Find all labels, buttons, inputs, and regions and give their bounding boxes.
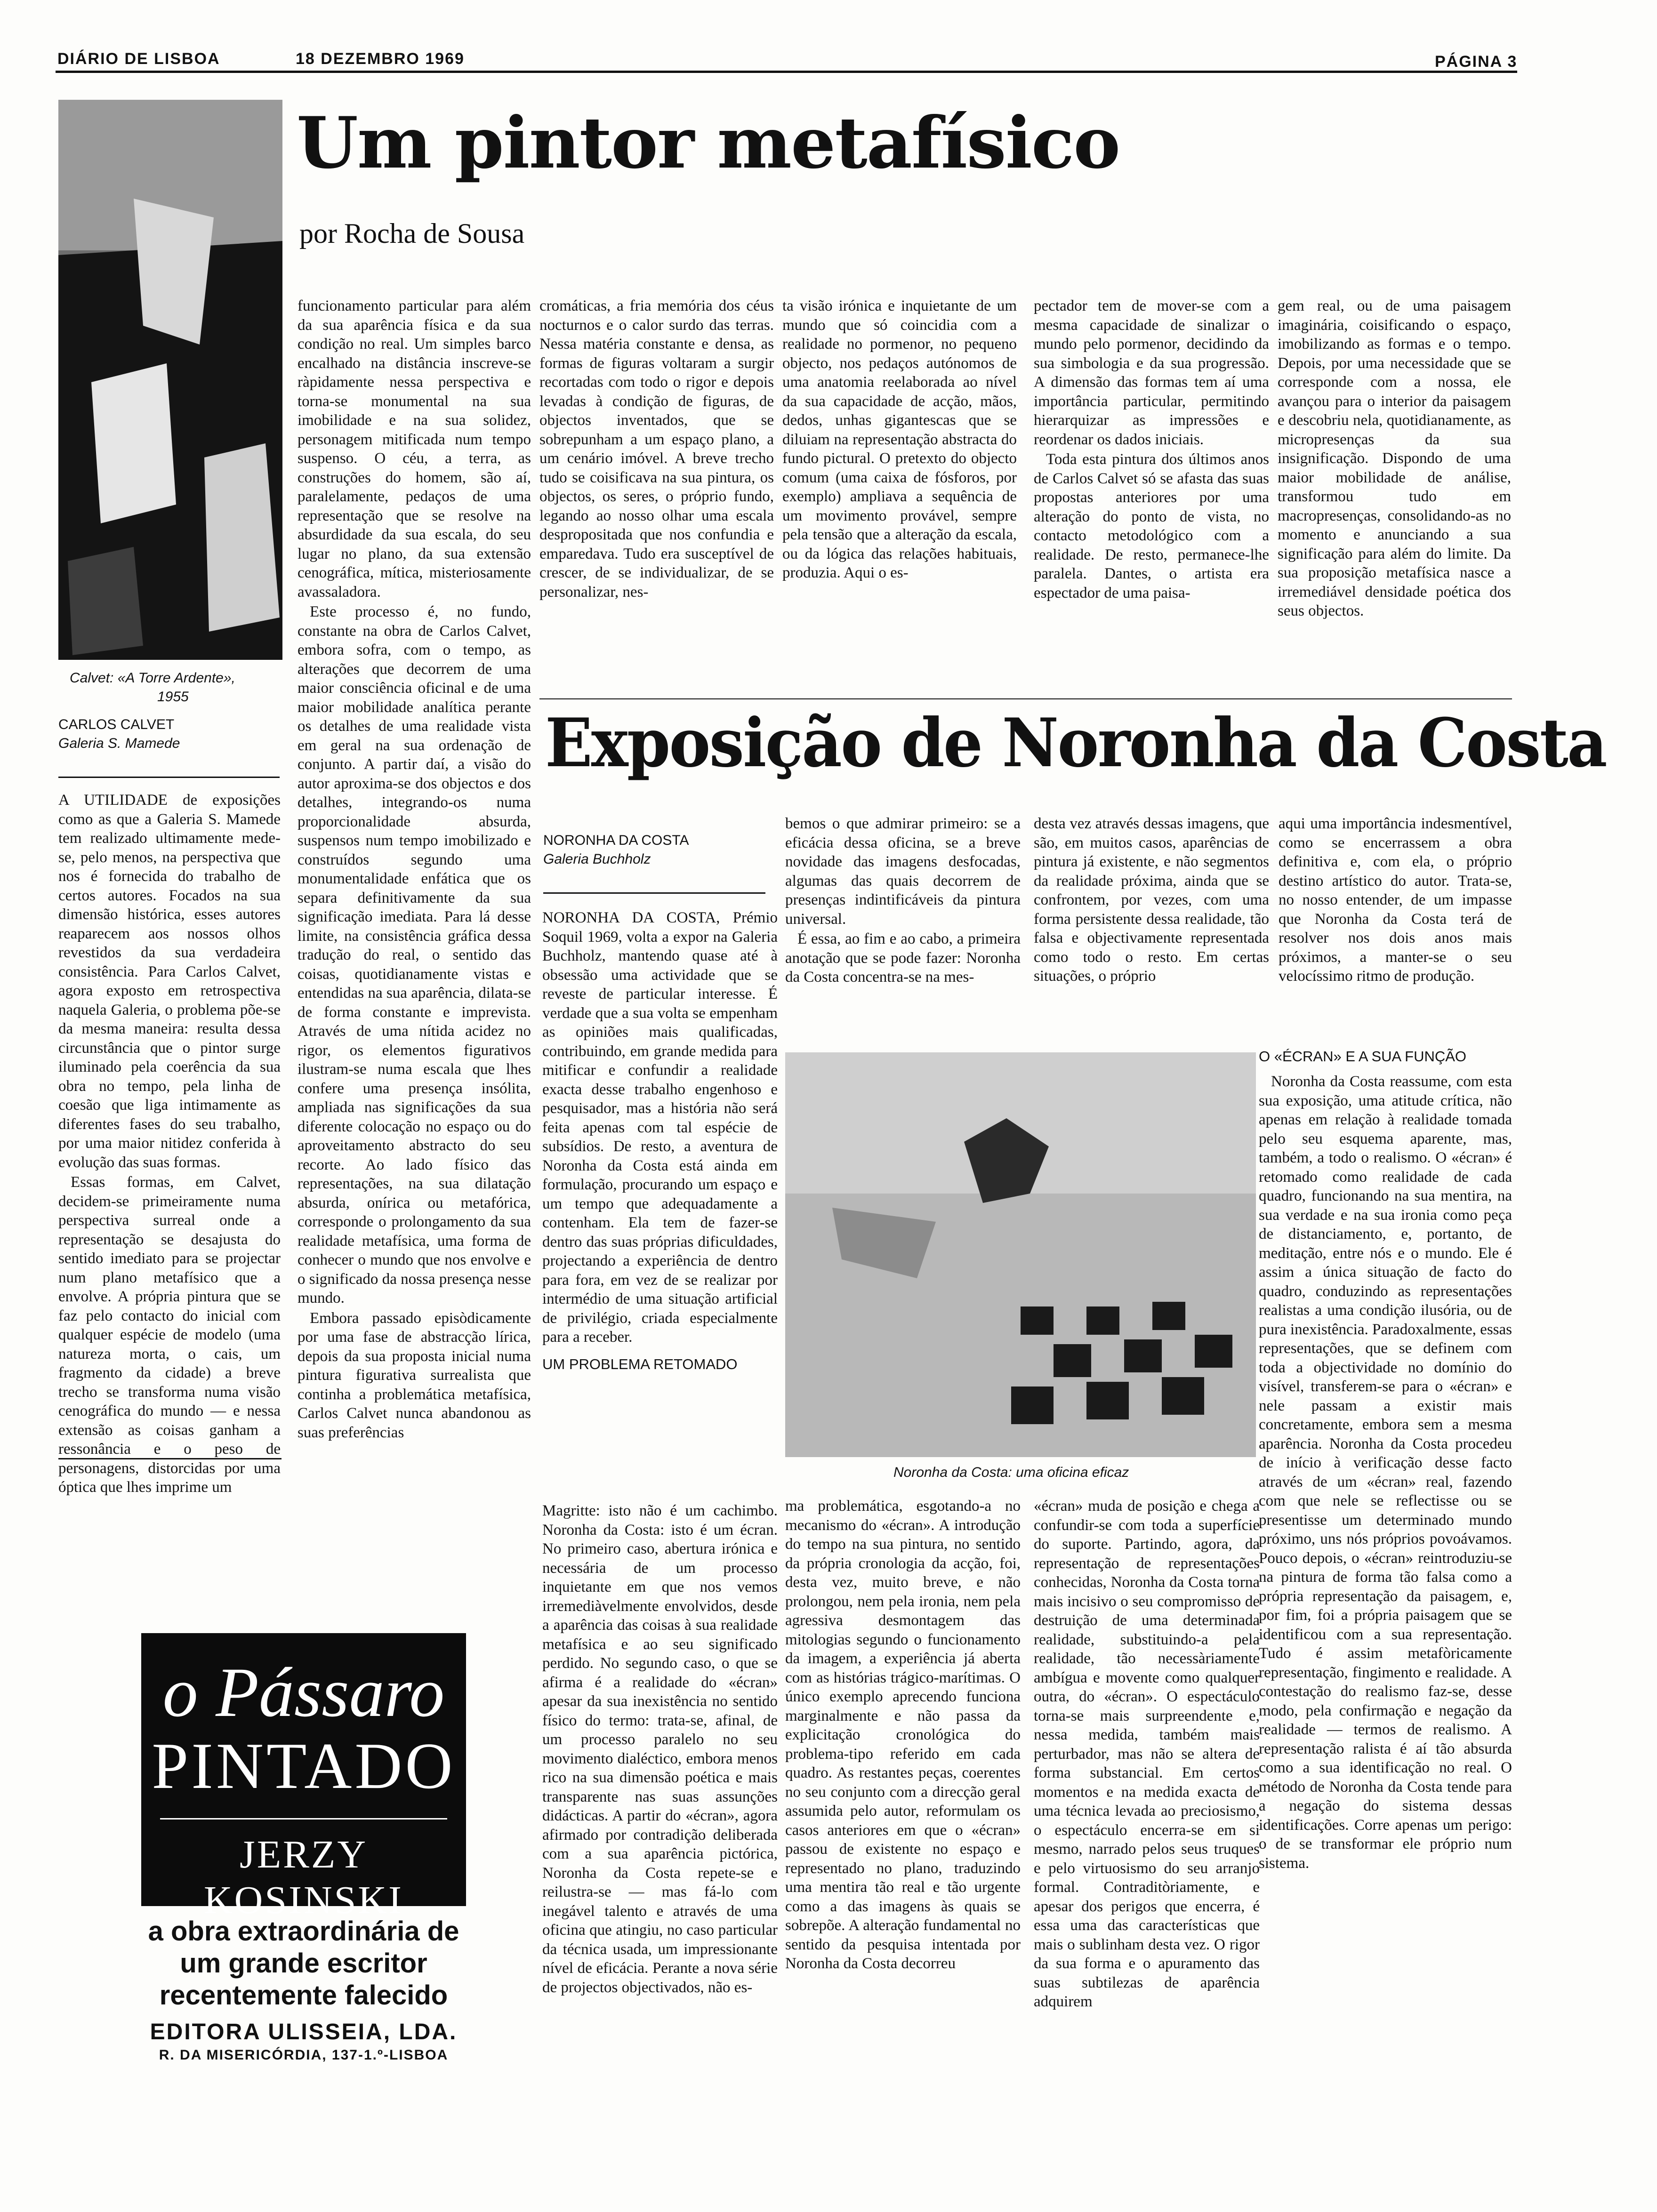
paragraph: desta vez através dessas imagens, que são, em muitos casos, aparências de pintura já existente, e não segmentos da realidade próxima, ainda que se confrontem, por vezes, com uma forma persistente dessa realidade, tão falsa e objectivamente representada como todo o resto. Em certas situações, o próprio [1034,815,1269,985]
byline-gallery: Galeria S. Mamede [58,736,180,751]
photo-caption-line1: Calvet: «A Torre Ardente», [70,670,235,686]
ad-book-author: JERZY KOSINSKI [203,1833,404,1922]
issue-date: 18 DEZEMBRO 1969 [296,50,465,68]
ad-book-title-line2: PINTADO [152,1730,456,1803]
byline-artist: NORONHA DA COSTA [543,833,689,848]
ad-cover-divider [160,1818,447,1819]
article2-title: Exposição de Noronha da Costa [545,704,1606,782]
paragraph: ma problemática, esgotando-a no mecanismo do «écran». A introdução do tempo na sua pintura, no sentido da própria cronologia da acção, foi, desta vez, muito breve, e não prolongou, nem pela ironia, nem pela agressiva desmontagem das mitologias segundo o funcionamento da imagem, a experiência já aberta com as histórias trágico-marítimas. O único exemplo aprecendo funciona marginalmente e não passa da explicitação cronológica do problema-tipo referido em cada quadro. As restantes peças, coerentes no seu conjunto com a direcção geral assumida pelo autor, reformulam os casos anteriores em que o «écran» passou de existente no espaço e representado no plano, traduzindo uma mentira tão real e tão urgente como a das imagens às quais se sobrepõe. A alteração fundamental no sentido da pesquisa intentada por Noronha da Costa decorreu [785,1498,1021,1972]
article1-column-5 [1034,297,1269,692]
ad-book-title-line1: o Pássaro [162,1653,445,1731]
header-rule [56,71,1517,73]
paragraph: funcionamento particular para além da sua aparência física e da sua condição no real. Um simples barco encalhado na distância inscreve-se ràpidamente nessa perspectiva e torna-se monumental na sua imobilidade e na sua solidez, personagem mitificada num tempo suspenso. O céu, a terra, as construções do homem, são aí, paralelamente, pedaços de uma representação que se resolve na absurdidade da sua escala, do seu lugar no plano, da sua extensão cenográfica, mítica, misteriosamente avassaladora. [298,297,531,601]
paragraph: pectador tem de mover-se com a mesma capacidade de sinalizar o mundo pelo pormenor, decidindo da sua simbologia e da sua progressão. A dimensão das formas tem aí uma importância particular, permitindo hierarquizar as impressões e reordenar os dados iniciais. [1034,297,1269,448]
article1-column-6 [1278,297,1511,692]
byline-gallery: Galeria Buchholz [543,851,651,867]
article2-column-3-top [1034,814,1269,1017]
paragraph: gem real, ou de uma paisagem imaginária, coisificando o espaço, imobilizando as formas e o tempo. Depois, por uma necessidade que se corresponde com a nossa, ele avançou para o interior da paisagem e descobriu nela, quotidianamente, as micropresenças da sua insignificação. Dispondo de uma maior mobilidade de análise, transformou tudo em macropresenças, consolidando-as no momento e anunciando a sua significação para além do limite. Da sua proposição metafísica nasce a irremediável densidade poética dos seus objectos. [1278,297,1511,619]
article2-column-1-bottom [542,1501,778,2170]
article2-byline [543,831,764,869]
article2-column-2-bottom [785,1497,1021,2170]
paragraph: cromáticas, a fria memória dos céus nocturnos e o calor surdo das terras. Nessa matéria constante e densa, as formas de figuras voltaram a surgir recortadas com todo o rigor e depois levadas à condição de figuras, de objectos inventados, que se sobrepunham a um espaço plano, a um cenário imóvel. A breve trecho tudo se coisificava na sua pintura, os objectos, os seres, o próprio fundo, legando ao nosso olhar uma escala despropositada que nos confundia e emparedava. Tudo era susceptível de crescer, de se individualizar, de se personalizar, nes- [539,297,774,601]
subheading-problema: UM PROBLEMA RETOMADO [542,1355,738,1372]
byline-artist: CARLOS CALVET [58,717,175,732]
article2-column-1-top [542,908,778,1468]
paragraph: aqui uma importância indesmentível, como se encerrassem a obra definitiva e, com ela, o próprio destino artístico do autor. Trata-se, no nosso entender, de um impasse que Noronha da Costa terá de resolver nos dois anos mais próximos, a manter-se o seu velocíssimo ritmo de produção. [1279,815,1512,985]
paragraph: NORONHA DA COSTA, Prémio Soquil 1969, volta a expor na Galeria Buchholz, mantendo quase até à obsessão uma actividade que se reveste de particular interesse. É verdade que a sua volta se empenham as opiniões mais qualificadas, contribuindo, em grande medida para mitificar e confundir a realidade exacta desse trabalho engenhoso e pesquisador, mas a história não será feita apenas com tal espécie de subsídios. De resto, a aventura de Noronha da Costa está ainda em formulação, procurando um espaço e um tempo que adequadamente a contenham. Ela tem de fazer-se dentro das suas próprias dificuldades, projectando a experiência de dentro para fora, em vez de se realizar por intermédio de uma situação artificial de privilégio, criada especialmente para a receber. [542,909,778,1346]
article1-column-1 [58,791,281,1496]
article1-column-4 [782,297,1017,692]
byline-rule [543,892,765,894]
ad-top-rule [58,1458,282,1459]
byline-rule [58,777,280,778]
article2-column-4-bottom [1259,1048,1512,2168]
subheading-ecran: O «ÉCRAN» E A SUA FUNÇÃO [1259,1048,1467,1065]
article1-author: por Rocha de Sousa [299,218,525,249]
paragraph: Essas formas, em Calvet, decidem-se primeiramente numa perspectiva surreal onde a representação se desajusta do sentido imediato para se projectar num plano metafísico que a envolve. A própria pintura que se faz pelo contacto do inicial com qualquer espécie de modelo (uma natureza morta, o cais, um fragmento da cidade) a breve trecho se transforma numa visão cenográfica do mundo — e nessa extensão as coisas ganham a ressonância e o peso de personagens, distorcidas por uma óptica que lhes imprime um [58,1174,281,1496]
article1-column-3 [539,297,774,692]
ad-tagline: a obra extraordinária de um grande escritor recentemente falecido [148,1916,459,2011]
paragraph: ta visão irónica e inquietante de um mundo que só coincidia com a realidade no pormenor, no pequeno objecto, nos pedaços autónomos de uma anatomia reelaborada ao nível da sua capacidade de acção, mãos, dedos, unhas gigantescas que se diluiam na representação abstracta do fundo pictural. O pretexto do objecto comum (uma caixa de fósforos, por exemplo) ampliava a sequência de um movimento provável, sempre pela tensão que a alteração da escala, ou da lógica das relações habituais, produzia. Aqui o es- [782,297,1017,581]
ad-book-cover [141,1633,466,1922]
paragraph: Embora passado episòdicamente por uma fase de abstracção lírica, depois da sua proposta inicial numa pintura figurativa surrealista que continha a problemática metafísica, Carlos Calvet nunca abandonou as suas preferências [298,1309,531,1441]
article2-column-2-top [785,814,1021,1017]
article-divider [539,698,1512,699]
article1-byline [58,715,280,753]
article1-column-2 [298,297,531,1441]
paragraph: Noronha da Costa reassume, com esta sua exposição, uma atitude crítica, não apenas em relação à realidade tomada pelo seu esquema aparente, mas, também, a todo o realismo. O «écran» é retomado como realidade de cada quadro, funcionando na sua mentira, na sua verdade e na sua ironia como peça de distanciamento, e, portanto, de meditação, entre nós e o mundo. Ele é assim a única situação de facto do quadro, conduzindo as representações realistas a uma condição ilusória, ou de pura inexistência. Paradoxalmente, essas representações, que se definem com toda a objectividade no domínio do visível, transferem-se para o «écran» e nele passam a existir mais concretamente, embora sem a mesma aparência. Noronha da Costa procedeu de início à verificação desse facto através de um «écran» real, fazendo com que nele se reflectisse ou se presentisse um determinado mundo próximo, uns nós próprios povoávamos. Pouco depois, o «écran» reintroduziu-se na pintura de forma tão falsa como a própria representação da paisagem, e, por fim, foi a própria paisagem que se identificou com a sua representação. Tudo é assim metafòricamente representação, fingimento e realidade. A contestação do realismo faz-se, desse modo, pela confirmação e negação da realidade — termos de realismo. A representação ralista é aí tão absurda como a sua identificação no real. O método de Noronha da Costa tende para a negação do sistema dessas identificações. Corre apenas um perigo: o de se transformar ele próprio num sistema. [1259,1073,1512,1872]
photo-caption-line2: 1955 [157,689,189,705]
paragraph: A UTILIDADE de exposições como as que a Galeria S. Mamede tem realizado ultimamente mede-se, pelo menos, na perspectiva que nos é fornecida do trabalho de certos autores. Focados na sua dimensão histórica, esses autores reaparecem aos nossos olhos revestidos da sua verdadeira consistência. Para Carlos Calvet, agora exposto em retrospectiva naquela Galeria, o problema põe-se da mesma maneira: resulta dessa circunstância que o pintor surge iluminado pela coerência da sua obra no tempo, pela linha de coesão que liga intimamente as diferentes fases do seu trabalho, por uma maior nitidez conferida à evolução das suas formas. [58,792,281,1171]
paragraph: Magritte: isto não é um cachimbo. Noronha da Costa: isto é um écran. No primeiro caso, abertura irónica e necessária de um processo inquietante em que nos vemos irremediàvelmente envolvidos, desde a aparência das coisas à sua realidade metafísica e ao seu significado perdido. No segundo caso, o que se afirma é a realidade do «écran» apesar da sua inexistência no sentido físico do termo: trata-se, afinal, de um processo paralelo no seu movimento dialéctico, embora menos rico na sua dimensão poética e mais transparente nas suas assunções didácticas. A partir do «écran», agora afirmado por contradição deliberada com a sua aparência pictórica, Noronha da Costa repete-se e reilustra-se — mas fá-lo com inegável talento e através de uma oficina que atingiu, no caso particular da técnica usada, um impressionante nível de eficácia. Perante a nova série de projectos objectivados, não es- [542,1502,778,1996]
paragraph: Toda esta pintura dos últimos anos de Carlos Calvet só se afasta das suas propostas anteriores por uma alteração do ponto de vista, no contacto metodológico com a realidade. De resto, permanece-lhe paralela. Dantes, o artista era espectador de uma paisa- [1034,451,1269,601]
ad-address: R. DA MISERICÓRDIA, 137-1.º-LISBOA [159,2047,449,2063]
paragraph: É essa, ao fim e ao cabo, a primeira anotação que se pode fazer: Noronha da Costa concentra-se na mes- [785,930,1021,986]
ad-publisher: EDITORA ULISSEIA, LDA. [150,2020,458,2044]
calvet-painting-photo [58,100,282,660]
article2-column-4-top [1279,814,1512,1035]
paragraph: bemos o que admirar primeiro: se a eficácia dessa oficina, se a breve novidade das imagens desfocadas, algumas das quais decorrem de presenças indintificáveis da pintura universal. [785,815,1021,928]
noronha-artwork-photo [785,1052,1256,1457]
article2-column-3-bottom [1034,1497,1260,2170]
book-advertisement [141,1633,466,2118]
article1-title: Um pintor metafísico [297,102,1120,184]
paragraph: Este processo é, no fundo, constante na obra de Carlos Calvet, embora sofra, com o tempo, as alterações que decorrem de uma maior consciência oficinal e de uma maior mobilidade analítica perante os detalhes de uma realidade vista em geral na sua ordenação de conjunto. A partir daí, a visão do autor aproxima-se dos objectos e dos detalhes, integrando-os numa proporcionalidade absurda, suspensos num tempo imobilizado e construídos segundo uma monumentalidade enfática que os separa definitivamente da sua significação imediata. Para lá desse limite, na consistência gráfica dessa tradução do real, o sentido das coisas, quotidianamente vistas e entendidas na sua aparência, dilata-se de forma constante e imprevista. Através de uma nítida acidez no rigor, os elementos figurativos ilustram-se numa escala que lhes confere uma presença insólita, ampliada nas significações da sua diferente colocação no espaço ou do aproveitamento abstracto do seu recorte. Ao lado físico das representações, na sua dilatação absurda, onírica ou metafórica, corresponde o prolongamento da sua realidade metafísica, uma forma de conhecer o mundo que nos envolve e o significado da nossa presença nesse mundo. [298,603,531,1306]
newspaper-name: DIÁRIO DE LISBOA [57,50,220,68]
page-number: PÁGINA 3 [1435,53,1518,71]
paragraph: «écran» muda de posição e chega a confundir-se com toda a superfície do suporte. Partindo, agora, da representação de representações conhecidas, Noronha da Costa torna mais incisivo o seu compromisso de destruição de uma determinada realidade, substituindo-a pela realidade, tão necessàriamente ambígua e movente como qualquer outra, do «écran». O espectáculo torna-se mais surpreendente e, nessa medida, também mais perturbador, mas não se altera de forma substancial. Em certos momentos e na medida exacta de uma técnica levada ao preciosismo, o espectáculo encerra-se em si mesmo, narrado pelos seus truques e pelo virtuosismo do seu arranjo formal. Contraditòriamente, e apesar dos perigos que encerra, é essa uma das características que mais o sublinham desta vez. O rigor da sua forma e o apuramento das suas subtilezas de aparência adquirem [1034,1498,1260,2010]
noronha-photo-caption: Noronha da Costa: uma oficina eficaz [893,1465,1129,1480]
